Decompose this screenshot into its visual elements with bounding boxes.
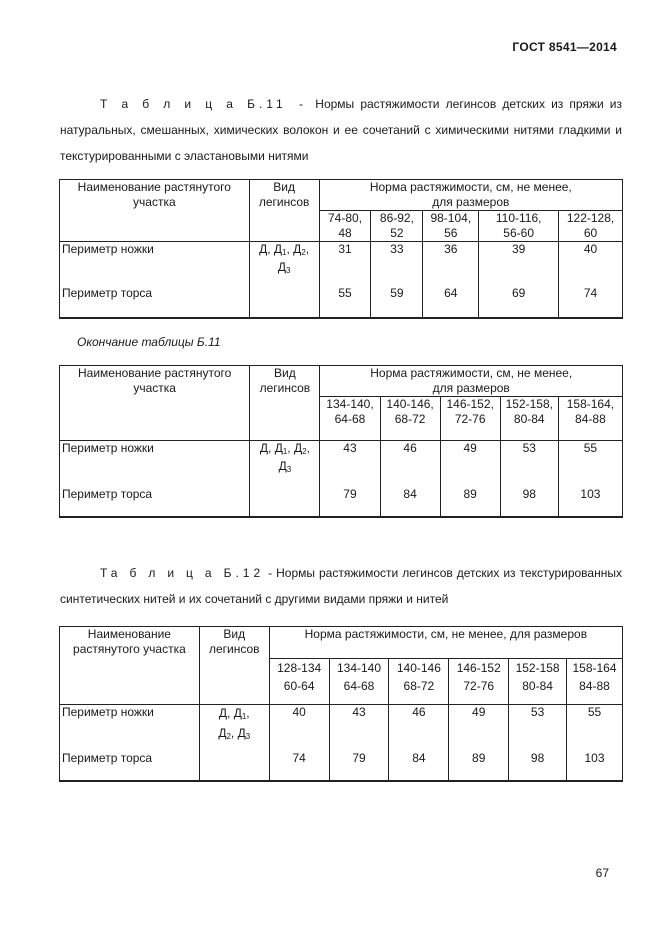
size-cell: 110-116, 56-60 (479, 211, 559, 242)
value-cell: 74 (559, 286, 623, 318)
table-b11-label: Т а б л и ц а Б.11 (100, 97, 287, 111)
table-b11-end (59, 365, 623, 518)
value-cell: 53 (509, 705, 567, 751)
value-cell: 46 (389, 705, 449, 751)
row-name: Периметр торса (60, 487, 250, 517)
value-cell: 31 (319, 242, 371, 286)
table-b11 (59, 179, 623, 319)
header-name: Наименование растянутого участка (60, 180, 250, 242)
row-name: Периметр торса (60, 751, 200, 781)
row-name: Периметр торса (60, 286, 250, 318)
value-cell: 59 (371, 286, 423, 318)
value-cell: 53 (500, 441, 558, 487)
document-code: ГОСТ 8541—2014 (512, 40, 617, 54)
size-cell: 152-158, 80-84 (500, 397, 558, 441)
value-cell: 98 (500, 487, 558, 517)
value-cell: 36 (423, 242, 479, 286)
value-cell: 43 (320, 441, 380, 487)
value-cell: 40 (269, 705, 329, 751)
value-cell: 79 (320, 487, 380, 517)
value-cell: 79 (329, 751, 389, 781)
row-name: Периметр ножки (60, 705, 200, 751)
value-cell: 89 (440, 487, 500, 517)
value-cell: 40 (559, 242, 623, 286)
table-b11-caption (60, 91, 622, 169)
value-cell: 49 (440, 441, 500, 487)
size-cell: 146-152, 72-76 (440, 397, 500, 441)
size-cell: 158-164 84-88 (567, 659, 623, 705)
size-cell: 86-92, 52 (371, 211, 423, 242)
value-cell: 55 (319, 286, 371, 318)
table-b11-title: Нормы растяжимости легинсов детских из пряжи из натуральных, смешанных, химических волокон и ее сочетаний с химическими нитями гладкими и текстурированными с эластановыми нитями (60, 97, 623, 163)
kind-cell: Д, $Д_1$, $Д_2$, $Д_3$ (249, 242, 319, 286)
kind-cell (250, 487, 320, 517)
size-cell: 140-146 68-72 (389, 659, 449, 705)
value-cell: 89 (449, 751, 509, 781)
value-cell: 64 (423, 286, 479, 318)
size-cell: 134-140, 64-68 (320, 397, 380, 441)
row-name: Периметр ножки (60, 242, 250, 286)
page-number: 67 (595, 866, 609, 880)
value-cell: 69 (479, 286, 559, 318)
size-cell: 98-104, 56 (423, 211, 479, 242)
size-cell: 122-128, 60 (559, 211, 623, 242)
table-b12-caption (60, 560, 622, 612)
value-cell: 84 (380, 487, 440, 517)
value-cell: 74 (269, 751, 329, 781)
size-cell: 158-164, 84-88 (558, 397, 622, 441)
value-cell: 55 (558, 441, 622, 487)
size-cell: 140-146, 68-72 (380, 397, 440, 441)
table-b12-title: - Нормы растяжимости легинсов детских из текстурированных синтетических нитей и их сочетаний с другими видами пряжи и нитей (60, 566, 622, 606)
header-norm: Норма растяжимости, см, не менее, для размеров (269, 627, 622, 659)
kind-cell (199, 751, 269, 781)
header-norm: Норма растяжимости, см, не менее, для размеров (320, 366, 623, 397)
value-cell: 98 (509, 751, 567, 781)
value-cell: 103 (558, 487, 622, 517)
size-cell: 146-152 72-76 (449, 659, 509, 705)
table-b12-label: Та б л и ц а Б.12 (100, 566, 265, 580)
size-cell: 134-140 64-68 (329, 659, 389, 705)
size-cell: 152-158 80-84 (509, 659, 567, 705)
size-cell: 128-134 60-64 (269, 659, 329, 705)
value-cell: 49 (449, 705, 509, 751)
value-cell: 33 (371, 242, 423, 286)
kind-cell: Д, $Д_1$, $Д_2$, $Д_3$ (199, 705, 269, 751)
header-name: Наименование растянутого участка (60, 366, 250, 441)
table-b12 (59, 626, 623, 782)
value-cell: 55 (567, 705, 623, 751)
header-kind: Вид легинсов (249, 180, 319, 242)
continuation-title: Окончание таблицы Б.11 (77, 335, 221, 349)
value-cell: 43 (329, 705, 389, 751)
kind-cell (249, 286, 319, 318)
value-cell: 84 (389, 751, 449, 781)
header-kind: Вид легинсов (250, 366, 320, 441)
header-norm: Норма растяжимости, см, не менее, для размеров (319, 180, 622, 211)
value-cell: 39 (479, 242, 559, 286)
value-cell: 103 (567, 751, 623, 781)
row-name: Периметр ножки (60, 441, 250, 487)
kind-cell: Д, $Д_1$, $Д_2$, $Д_3$ (250, 441, 320, 487)
caption-dash: - (299, 97, 304, 111)
header-name: Наименование растянутого участка (60, 627, 200, 705)
value-cell: 46 (380, 441, 440, 487)
header-kind: Вид легинсов (199, 627, 269, 705)
size-cell: 74-80, 48 (319, 211, 371, 242)
